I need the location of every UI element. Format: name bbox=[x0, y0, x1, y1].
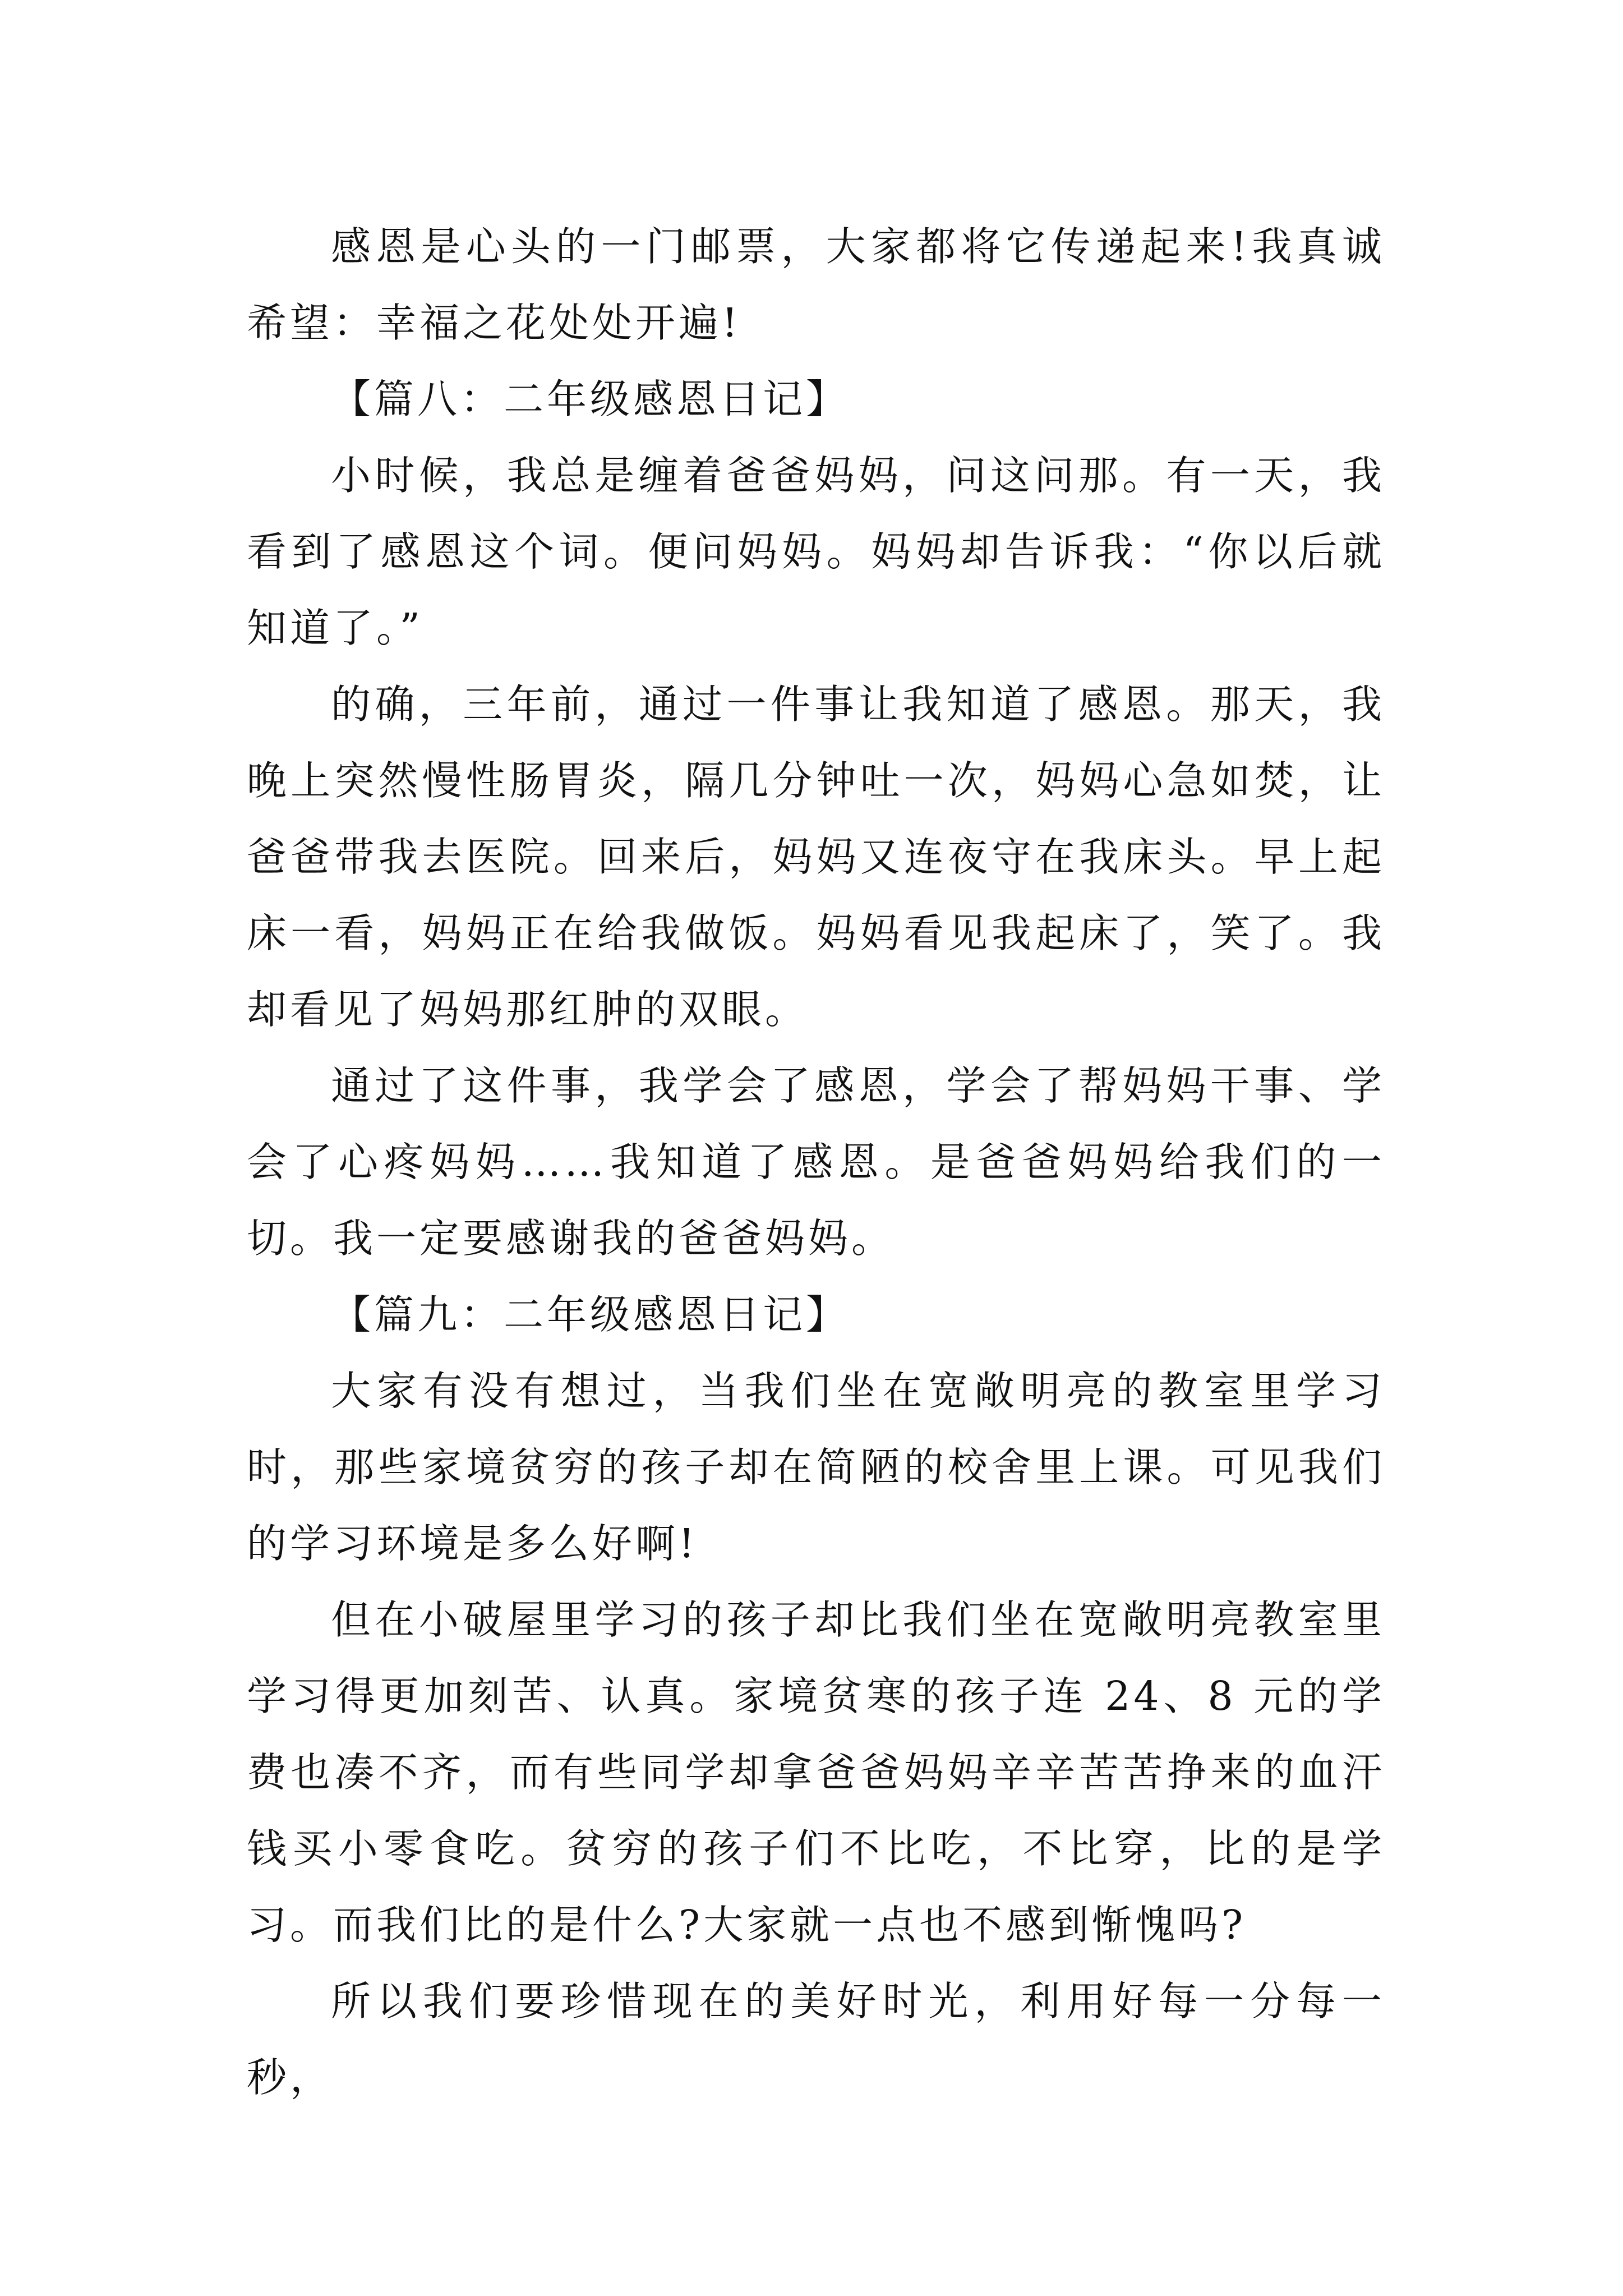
heading-part-nine: 【篇九：二年级感恩日记】 bbox=[331, 1291, 850, 1338]
paragraph-poor-children: 但在小破屋里学习的孩子却比我们坐在宽敞明亮教室里学习得更加刻苦、认真。家境贫寒的孩子连 24、8 元的学费也凑不齐，而有些同学却拿爸爸妈妈辛辛苦苦挣来的血汗钱买小零食吃。贫穷的孩子们不比吃，不比穿，比的是学习。而我们比的是什么?大家就一点也不感到惭愧吗? bbox=[247, 1596, 1385, 1948]
heading-part-eight: 【篇八：二年级感恩日记】 bbox=[331, 376, 850, 422]
paragraph-learned-gratitude: 通过了这件事，我学会了感恩，学会了帮妈妈干事、学会了心疼妈妈……我知道了感恩。是爸爸妈妈给我们的一切。我一定要感谢我的爸爸妈妈。 bbox=[247, 1062, 1385, 1262]
paragraph-cherish-time: 所以我们要珍惜现在的美好时光，利用好每一分每一秒， bbox=[247, 1978, 1385, 2101]
paragraph-classroom: 大家有没有想过，当我们坐在宽敞明亮的教室里学习时，那些家境贫穷的孩子却在简陋的校舍里上课。可见我们的学习环境是多么好啊! bbox=[247, 1368, 1385, 1567]
paragraph-three-years-ago: 的确，三年前，通过一件事让我知道了感恩。那天，我晚上突然慢性肠胃炎，隔几分钟吐一次，妈妈心急如焚，让爸爸带我去医院。回来后，妈妈又连夜守在我床头。早上起床一看，妈妈正在给我做饭。妈妈看见我起床了，笑了。我却看见了妈妈那红肿的双眼。 bbox=[247, 681, 1385, 1033]
paragraph-gratitude-stamp: 感恩是心头的一门邮票，大家都将它传递起来!我真诚希望：幸福之花处处开遍! bbox=[247, 223, 1385, 346]
document-body bbox=[247, 209, 1385, 2116]
paragraph-childhood-question: 小时候，我总是缠着爸爸妈妈，问这问那。有一天，我看到了感恩这个词。便问妈妈。妈妈却告诉我：“你以后就知道了。” bbox=[247, 452, 1385, 651]
